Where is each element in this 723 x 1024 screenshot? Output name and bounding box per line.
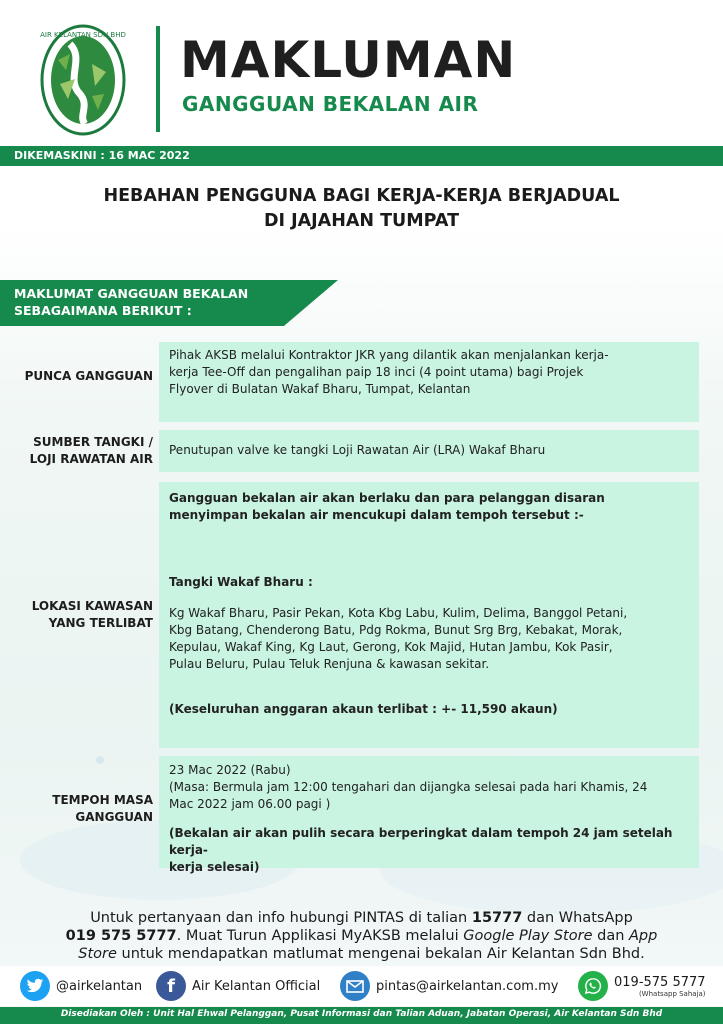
whatsapp-phone: 019-575 5777 xyxy=(614,974,706,990)
tempoh-restore-1: (Bekalan air akan pulih secara berperingkat dalam tempoh 24 jam setelah kerja- xyxy=(169,826,673,857)
update-date: DIKEMASKINI : 16 MAC 2022 xyxy=(14,149,190,162)
label-punca-gangguan: PUNCA GANGGUAN xyxy=(24,369,153,383)
whatsapp-link[interactable] xyxy=(578,966,706,1006)
twitter-icon xyxy=(20,971,50,1001)
whatsapp-icon xyxy=(578,971,608,1001)
lokasi-area-1: Kg Wakaf Bharu, Pasir Pekan, Kota Kbg Labu, Kulim, Delima, Banggol Petani, xyxy=(169,606,628,620)
label-sumber-tangki xyxy=(0,434,153,468)
lokasi-intro-2: menyimpan bekalan air mencukupi dalam tempoh tersebut :- xyxy=(169,508,584,522)
prepared-by: Disediakan Oleh : Unit Hal Ehwal Pelanggan, Pusat Informasi dan Talian Aduan, Jabatan Operasi, Air Kelantan Sdn Bhd xyxy=(60,1009,663,1019)
box-sumber-tangki xyxy=(159,430,699,472)
tempoh-time-1: (Masa: Bermula jam 12:00 tengahari dan dijangka selesai pada hari Khamis, 24 xyxy=(169,780,648,794)
sumber-label-line-2: LOJI RAWATAN AIR xyxy=(29,452,153,466)
punca-line-3: Flyover di Bulatan Wakaf Bharu, Tumpat, Kelantan xyxy=(169,382,471,396)
page-title: MAKLUMAN xyxy=(180,31,517,89)
label-tempoh-masa xyxy=(0,792,153,826)
tempoh-time-2: Mac 2022 jam 06.00 pagi ) xyxy=(169,797,331,811)
lokasi-intro-1: Gangguan bekalan air akan berlaku dan para pelanggan disaran xyxy=(169,491,605,505)
twitter-link[interactable] xyxy=(20,966,142,1006)
sumber-text: Penutupan valve ke tangki Loji Rawatan Air (LRA) Wakaf Bharu xyxy=(169,443,546,457)
box-tempoh-masa xyxy=(159,756,699,874)
sumber-label-line-1: SUMBER TANGKI / xyxy=(33,435,153,449)
label-lokasi-kawasan xyxy=(0,598,153,632)
facebook-link[interactable] xyxy=(156,966,320,1006)
lokasi-area-2: Kbg Batang, Chenderong Batu, Pdg Rokma, Bunut Srg Brg, Kebakat, Morak, xyxy=(169,623,623,637)
facebook-icon: f xyxy=(156,971,186,1001)
email-address: pintas@airkelantan.com.my xyxy=(376,978,559,994)
header-divider xyxy=(156,26,160,132)
twitter-handle: @airkelantan xyxy=(56,978,143,994)
box-punca-gangguan xyxy=(159,342,699,422)
facebook-page: Air Kelantan Official xyxy=(192,978,321,994)
banner-line-1: MAKLUMAT GANGGUAN BEKALAN xyxy=(14,286,249,301)
pintas-hotline: 15777 xyxy=(471,910,523,926)
whatsapp-contact xyxy=(614,975,706,998)
tempoh-restore-2: kerja selesai) xyxy=(169,860,260,874)
punca-line-1: Pihak AKSB melalui Kontraktor JKR yang dilantik akan menjalankan kerja- xyxy=(169,348,609,362)
air-kelantan-logo xyxy=(40,24,126,136)
app-store-text: Store xyxy=(78,946,117,962)
tempoh-label-line-2: GANGGUAN xyxy=(75,810,153,824)
email-icon xyxy=(340,971,370,1001)
section-banner-text xyxy=(14,285,274,319)
contact-line-3: Store untuk mendapatkan matlumat mengenai bekalan Air Kelantan Sdn Bhd. xyxy=(78,946,645,962)
lokasi-tank: Tangki Wakaf Bharu : xyxy=(169,575,313,589)
lokasi-label-line-1: LOKASI KAWASAN xyxy=(31,599,153,613)
box-lokasi-kawasan xyxy=(159,482,699,748)
page-subtitle: GANGGUAN BEKALAN AIR xyxy=(182,92,479,116)
contact-info xyxy=(0,909,723,963)
google-play-store-text: Google Play Store xyxy=(463,928,593,944)
tempoh-date: 23 Mac 2022 (Rabu) xyxy=(169,763,291,777)
headline-line-1: HEBAHAN PENGGUNA BAGI KERJA-KERJA BERJADUAL xyxy=(103,186,620,206)
punca-line-2: kerja Tee-Off dan pengalihan paip 18 inci (4 point utama) bagi Projek xyxy=(169,365,584,379)
contact-line-1: Untuk pertanyaan dan info hubungi PINTAS di talian 15777 dan WhatsApp xyxy=(90,910,633,926)
lokasi-area-3: Kepulau, Wakaf King, Kg Laut, Gerong, Kok Majid, Hutan Jambu, Kok Pasir, xyxy=(169,640,613,654)
contact-line-2: 019 575 5777. Muat Turun Applikasi MyAKSB melalui Google Play Store dan App xyxy=(65,928,658,944)
banner-line-2: SEBAGAIMANA BERIKUT : xyxy=(14,303,192,318)
lokasi-area-4: Pulau Beluru, Pulau Teluk Renjuna & kawasan sekitar. xyxy=(169,657,490,671)
lokasi-accounts: (Keseluruhan anggaran akaun terlibat : +- 11,590 akaun) xyxy=(169,702,558,716)
logo-text: AIR KELANTAN SDN BHD xyxy=(40,31,126,39)
whatsapp-note: (Whatsapp Sahaja) xyxy=(638,989,706,998)
social-bar xyxy=(0,966,723,1006)
announcement-headline xyxy=(0,184,723,234)
email-link[interactable] xyxy=(340,966,558,1006)
lokasi-label-line-2: YANG TERLIBAT xyxy=(48,616,153,630)
headline-line-2: DI JAJAHAN TUMPAT xyxy=(263,211,460,231)
whatsapp-number: 019 575 5777 xyxy=(65,928,177,944)
tempoh-label-line-1: TEMPOH MASA xyxy=(52,793,153,807)
